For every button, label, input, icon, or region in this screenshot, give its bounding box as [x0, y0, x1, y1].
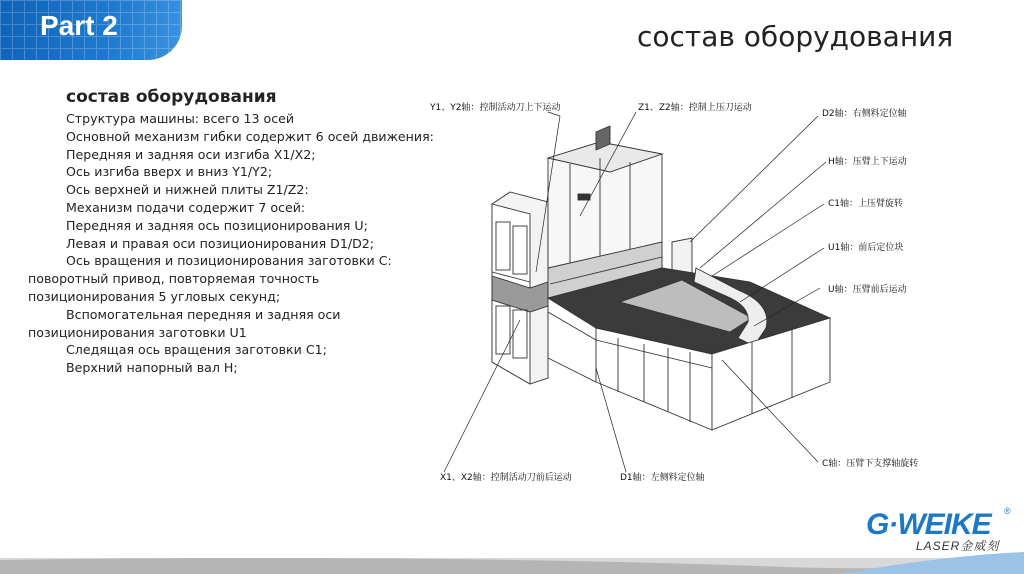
content-line: Основной механизм гибки содержит 6 осей движения: — [66, 128, 434, 144]
content-text-block — [28, 86, 448, 377]
content-line: Вспомогательная передняя и задняя оси — [66, 306, 341, 322]
callout-d1-label: D1轴：左侧料定位轴 — [620, 473, 705, 483]
callout-u1-label: U1轴：前后定位块 — [828, 243, 904, 253]
content-line: Верхний напорный вал H; — [66, 360, 238, 376]
content-line: Передняя и задняя оси изгиба X1/X2; — [66, 146, 316, 162]
content-line: Ось изгиба вверх и вниз Y1/Y2; — [66, 164, 273, 180]
callout-c1-label: C1轴：上压臂旋转 — [828, 199, 904, 209]
content-line: позиционирования заготовки U1 — [28, 324, 247, 340]
logo-registered-mark: ® — [1004, 506, 1011, 516]
page-title: состав оборудования — [637, 20, 954, 53]
callout-x1x2-label: X1、X2轴：控制活动刀前后运动 — [440, 473, 572, 483]
machine-diagram — [400, 92, 940, 492]
part-badge — [0, 0, 182, 60]
logo-subtitle: LASER金威刻 — [916, 539, 1000, 553]
content-line: Ось вращения и позиционирования заготовки C: — [66, 253, 392, 269]
callout-c-label: C轴：压臂下支撑轴旋转 — [822, 459, 919, 469]
callout-u-label: U轴：压臂前后运动 — [828, 285, 907, 295]
callout-y1y2-label: Y1、Y2轴：控制活动刀上下运动 — [430, 103, 561, 113]
content-line: Механизм подачи содержит 7 осей: — [66, 199, 306, 215]
content-line: Передняя и задняя ось позиционирования U; — [66, 217, 368, 233]
callout-d2-label: D2轴：右侧料定位轴 — [822, 109, 907, 119]
machine-drawing — [492, 126, 830, 430]
brand-logo — [866, 508, 1016, 552]
content-line: Структура машины: всего 13 осей — [66, 111, 295, 126]
callout-h-label: H轴：压臂上下运动 — [828, 157, 907, 167]
callout-z1z2-label: Z1、Z2轴：控制上压刀运动 — [638, 103, 752, 113]
content-line: Левая и правая оси позиционирования D1/D2; — [66, 235, 375, 251]
content-heading: состав оборудования — [66, 87, 277, 107]
content-line: Ось верхней и нижней плиты Z1/Z2: — [66, 182, 309, 198]
part-label: Part 2 — [40, 10, 118, 41]
logo-wordmark: G·WEIKE — [866, 508, 991, 541]
content-line: поворотный привод, повторяемая точность позиционирования 5 угловых секунд; — [28, 271, 320, 304]
content-line: Следящая ось вращения заготовки C1; — [66, 342, 327, 358]
footer-decoration — [0, 552, 1024, 574]
